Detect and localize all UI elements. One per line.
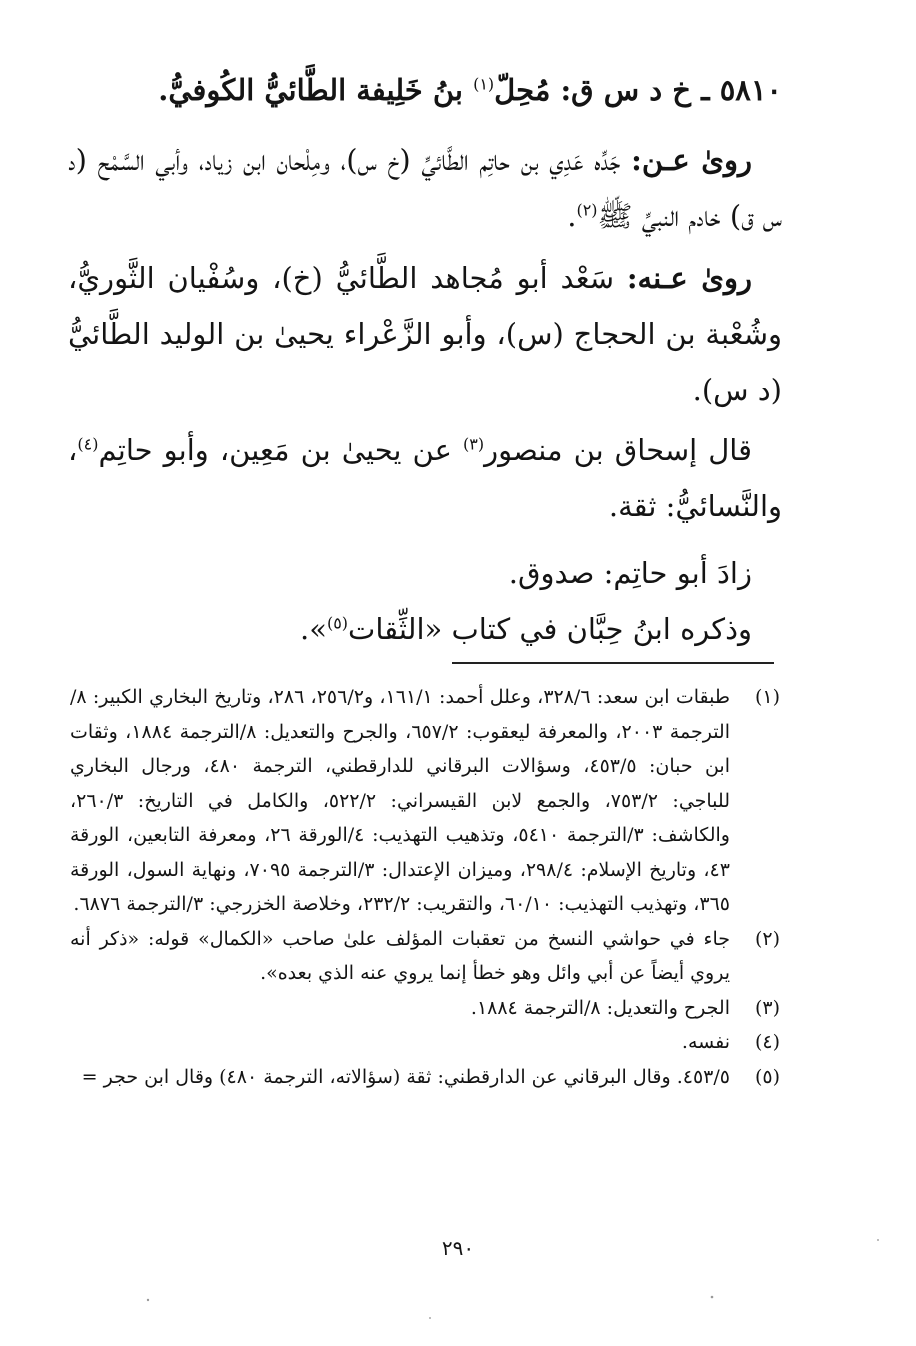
narrated-by-text: سَعْد أبو مُجاهد الطَّائيُّ (خ)، وسُفْيان الثَّوريُّ، وشُعْبة بن الحجاج (س)، وأبو الزَّعْراء يحيىٰ بن الوليد الطَّائيُّ (د س). [68,261,782,407]
footnote-ref-2[interactable]: (٢) [576,200,598,220]
footnote-ref-5[interactable]: (٥) [326,613,349,633]
footnote-number: (٢) [754,927,780,950]
page-number: ٢٩٠ [441,1236,475,1260]
addition-line-2-text: وذكره ابنُ حِبَّان في كتاب «الثِّقات [348,612,752,646]
narrated-from-label: روىٰ عـن: [631,143,752,177]
footnote-number: (٣) [754,996,780,1019]
narrated-from-text: جَدِّه عَدِي بن حاتِم الطَّائيِّ (خ س)، ومِلْحان ابن زياد، وأبي السَّمْح (د س ق) خادم النبيِّ ﷺ [68,143,782,233]
footnote-number: (٤) [754,1031,780,1053]
footnote-number: (٥) [754,1065,780,1088]
narrated-from-end: . [567,199,577,233]
assessment-part-1: قال إسحاق بن منصور [484,433,753,467]
footnote-text: طبقات ابن سعد: ٣٢٨/٦، وعلل أحمد: ١٦١/١، و٢٥٦/٢، ٢٨٦، وتاريخ البخاري الكبير: ٨/الترجمة ٢٠٠٣، والمعرفة ليعقوب: ٦٥٧/٢، والجرح والتعديل: ٨/الترجمة ١٨٨٤، وثقات ابن حبان: ٤٥٣/٥، وسؤالات البرقاني للدارقطني، الترجمة ٤٨٠، ورجال البخاري للباجي: ٧٥٣/٢، والجمع لابن القيسراني: ٥٢٢/٢، والكامل في التاريخ: ٢٦٠/٣، والكاشف: ٣/الترجمة ٥٤١٠، وتذهيب التهذيب: ٤/الورقة ٢٦، ومعرفة التابعين، الورقة ٤٣، وتاريخ الإسلام: ٢٩٨/٤، وميزان الإعتدال: ٣/الترجمة ٧٠٩٥، ونهاية السول، الورقة ٣٦٥، وتهذيب التهذيب: ٦٠/١٠، والتقريب: ٢٣٢/٢، وخلاصة الخزرجي: ٣/الترجمة ٦٨٧٦. [70,686,731,915]
narrated-by-label: روىٰ عـنه: [626,261,752,295]
footnote-text: ٤٥٣/٥. وقال البرقاني عن الدارقطني: ثقة (سؤالاته، الترجمة ٤٨٠) وقال ابن حجر = [81,1065,730,1088]
footnote-ref-1[interactable]: (١) [473,74,495,94]
footnote-text: جاء في حواشي النسخ من تعقبات المؤلف علىٰ صاحب «الكمال» قوله: «ذكر أنه يروي أيضاً عن أبي وائل وهو خطأ إنما يروي عنه الذي بعده». [70,927,730,984]
assessment-part-2: عن يحيىٰ بن مَعِين، وأبو حاتِم [98,433,463,467]
footnote-text: الجرح والتعديل: ٨/الترجمة ١٨٨٤. [470,996,730,1019]
addition-line-2-end: ». [299,612,327,646]
footnote-ref-4[interactable]: (٤) [77,434,99,454]
footnote-text: نفسه. [681,1031,730,1053]
entry-title-rest: بنُ خَلِيفة الطَّائيُّ الكُوفيُّ. [158,73,474,107]
assessment-part-3: ، والنَّسائيُّ: ثقة. [68,433,782,523]
footnote-ref-3[interactable]: (٣) [463,434,485,454]
addition-line-1: زادَ أبو حاتِم: صدوق. [508,556,752,590]
entry-title: ٥٨١٠ ـ خ د س ق: مُحِلّ [494,73,782,107]
footnote-number: (١) [754,686,780,708]
